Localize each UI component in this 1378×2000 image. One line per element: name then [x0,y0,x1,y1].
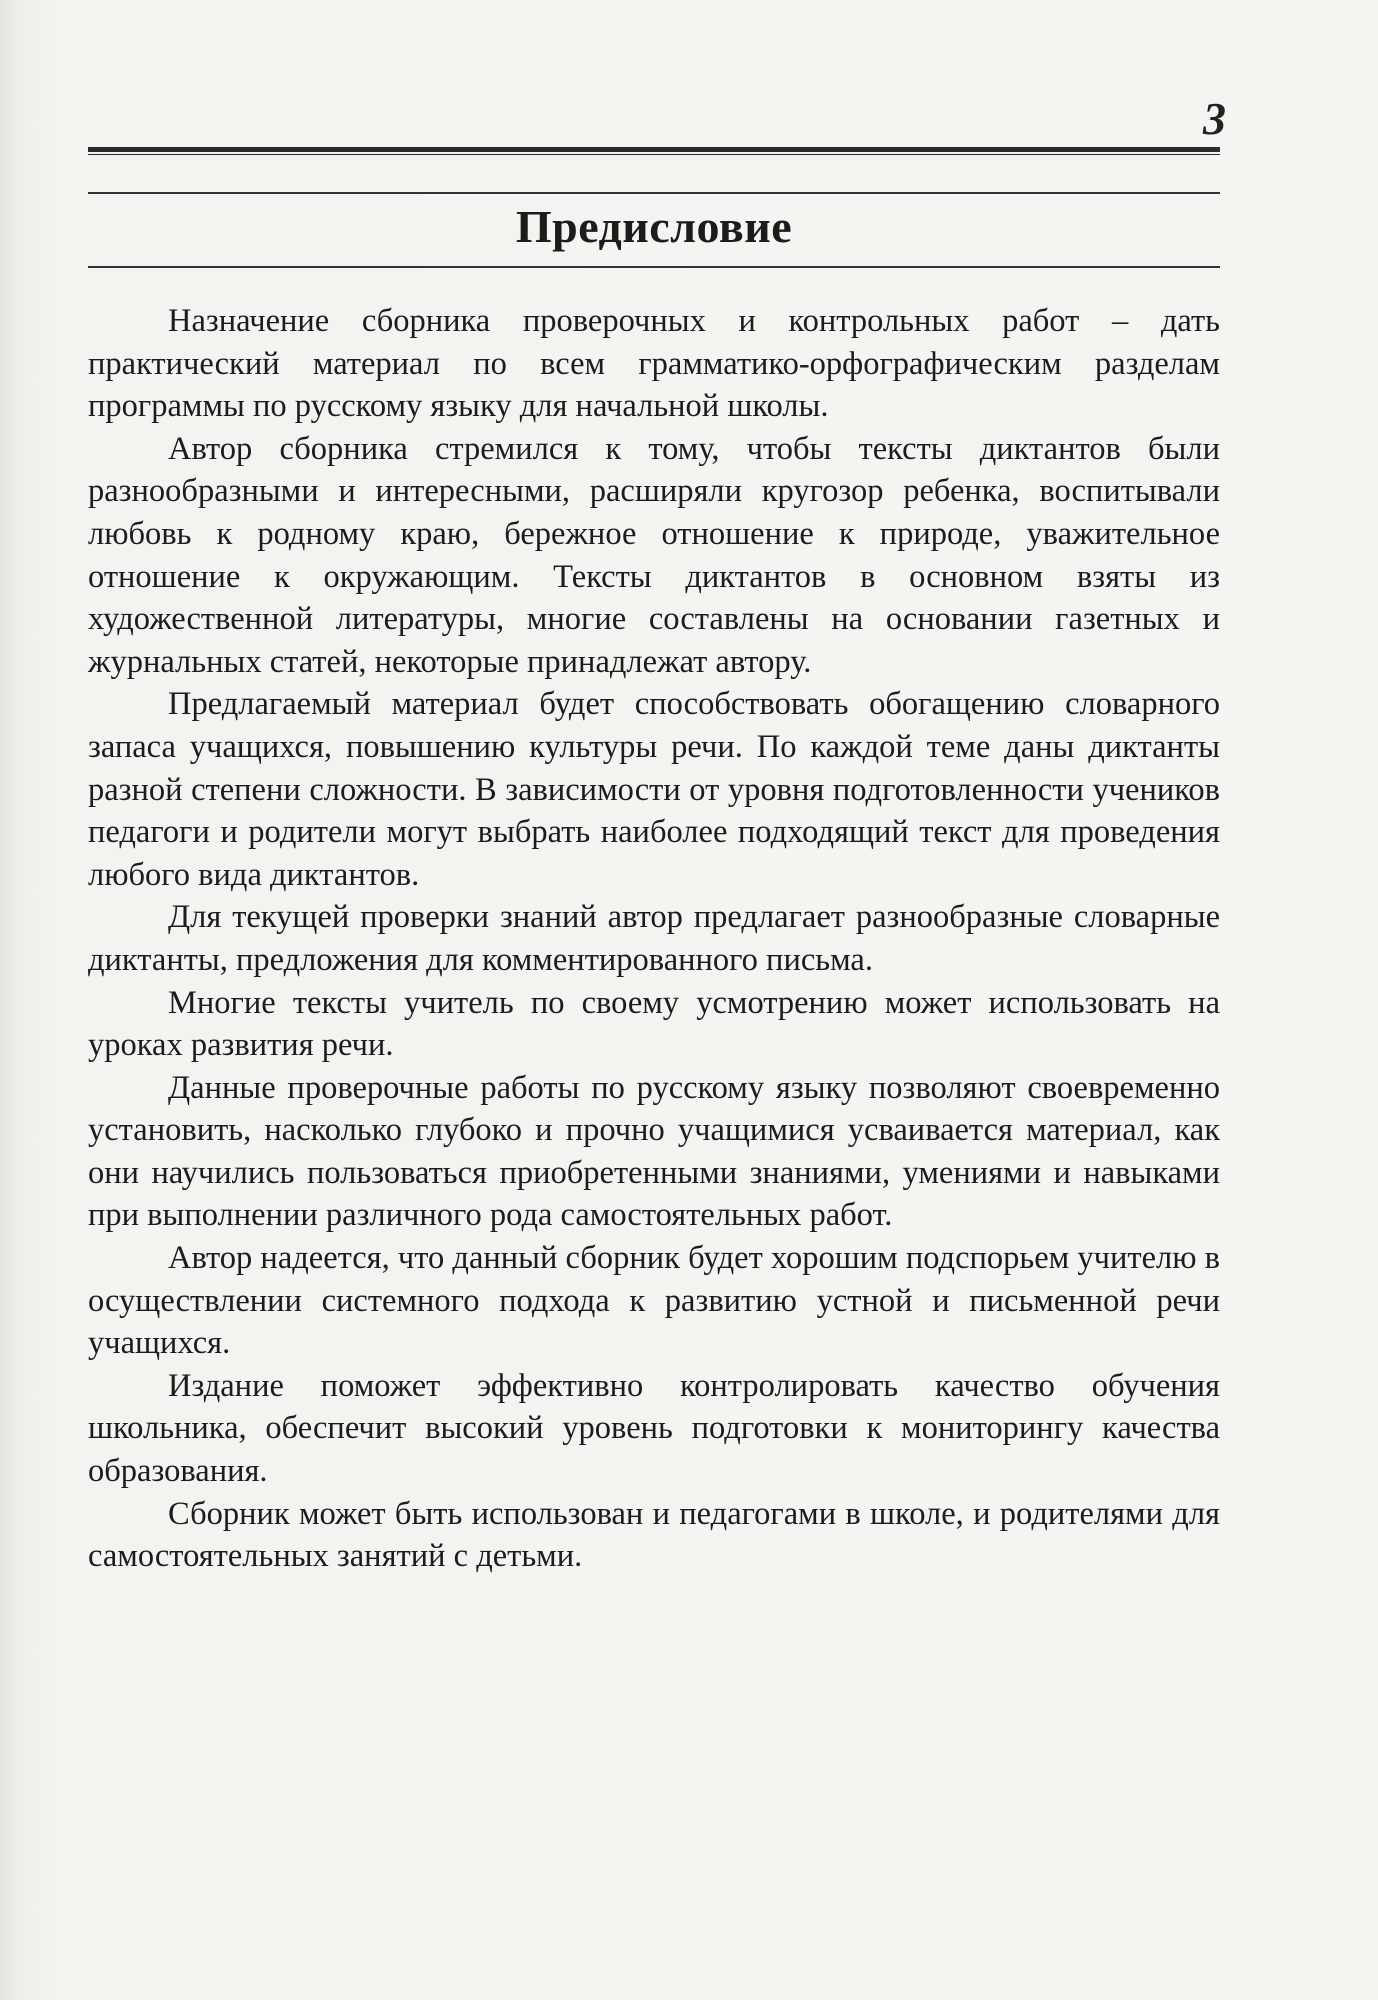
page-number: 3 [1203,93,1226,144]
paragraph: Предлагаемый материал будет способствовать обогащению словарного запаса учащихся, повышению культуры речи. По каждой теме даны диктанты разной степени сложности. В зависимости от уровня подготовленности учеников педагоги и родители могут выбрать наиболее подходящий текст для проведения любого вида диктантов. [88,686,1220,893]
header-rule [88,147,1220,155]
paragraph: Сборник может быть использован и педагогами в школе, и родителями для самостоятельных занятий с детьми. [88,1495,1220,1575]
paragraph: Издание поможет эффективно контролировать качество обучения школьника, обеспечит высокий уровень подготовки к мониторингу качества образования. [88,1367,1220,1490]
paragraph: Автор сборника стремился к тому, чтобы тексты диктантов были разнообразными и интересными, расширяли кругозор ребенка, воспитывали любовь к родному краю, бережное отношение к природе, уважительное отношение к окружающим. Тексты диктантов в основном взяты из художественной литературы, многие составлены на основании газетных и журнальных статей, некоторые принадлежат автору. [88,430,1220,680]
paragraph: Автор надеется, что данный сборник будет хорошим подспорьем учителю в осуществлении системного подхода к развитию устной и письменной речи учащихся. [88,1240,1220,1362]
chapter-title: Предисловие [515,201,793,252]
title-rule-bottom [88,266,1220,268]
title-rule-top [88,192,1220,194]
paragraph: Многие тексты учитель по своему усмотрению может использовать на уроках развития речи. [88,984,1220,1064]
paragraph: Данные проверочные работы по русскому языку позволяют своевременно установить, насколько глубоко и прочно учащимися усваивается материал, как они научились пользоваться приобретенными знаниями, умениями и навыками при выполнении различного рода самостоятельных работ. [88,1069,1220,1234]
paragraph: Назначение сборника проверочных и контрольных работ – дать практический материал по всем грамматико-орфографическим разделам программы по русскому языку для начальной школы. [88,303,1220,425]
paragraph: Для текущей проверки знаний автор предлагает разнообразные словарные диктанты, предложения для комментированного письма. [88,899,1220,978]
body-text [88,300,1220,1578]
